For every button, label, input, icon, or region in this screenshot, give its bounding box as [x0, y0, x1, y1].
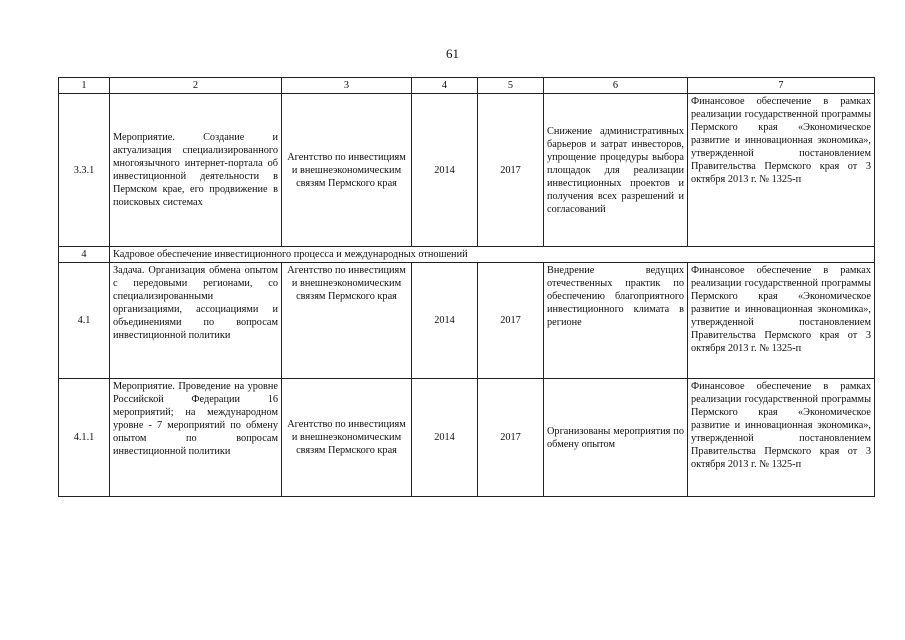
funding-cell: Финансовое обеспечение в рамках реализации государственной программы Пермского края «Экономическое развитие и инновационная экономика», утвержденной постановлением Правительства Пермского края от 3 октября 2013 г. № 1325-п [688, 379, 875, 497]
header-cell-1: 1 [59, 78, 110, 94]
result-cell: Снижение административных барьеров и затрат инвесторов, упрощение процедуры выбора площадок для реализации инвестиционных проектов и получения всех разрешений и согласований [544, 94, 688, 247]
funding-cell: Финансовое обеспечение в рамках реализации государственной программы Пермского края «Экономическое развитие и инновационная экономика», утвержденной постановлением Правительства Пермского края от 3 октября 2013 г. № 1325-п [688, 263, 875, 379]
start-year-cell: 2014 [412, 263, 478, 379]
section-number: 4 [59, 247, 110, 263]
result-cell: Внедрение ведущих отечественных практик по обеспечению благоприятного инвестиционного климата в регионе [544, 263, 688, 379]
event-cell: Задача. Организация обмена опытом с передовыми регионами, со специализированными организациями, ассоциациями и объединениями по вопросам инвестиционной политики [110, 263, 282, 379]
row-number: 4.1 [59, 263, 110, 379]
start-year-cell: 2014 [412, 379, 478, 497]
executor-cell: Агентство по инвестициям и внешнеэкономическим связям Пермского края [282, 263, 412, 379]
end-year-cell: 2017 [478, 263, 544, 379]
end-year-cell: 2017 [478, 94, 544, 247]
table-row [59, 263, 875, 379]
table-header-row [59, 78, 875, 94]
executor-cell: Агентство по инвестициям и внешнеэкономическим связям Пермского края [282, 379, 412, 497]
page-number: 61 [446, 46, 459, 61]
result-cell: Организованы мероприятия по обмену опытом [544, 379, 688, 497]
executor-cell: Агентство по инвестициям и внешнеэкономическим связям Пермского края [282, 94, 412, 247]
end-year-cell: 2017 [478, 379, 544, 497]
event-cell: Мероприятие. Проведение на уровне Российской Федерации 16 мероприятий; на международном уровне - 7 мероприятий по обмену опытом по вопросам инвестиционной политики [110, 379, 282, 497]
header-cell-5: 5 [478, 78, 544, 94]
row-number: 3.3.1 [59, 94, 110, 247]
header-cell-2: 2 [110, 78, 282, 94]
row-number: 4.1.1 [59, 379, 110, 497]
funding-cell: Финансовое обеспечение в рамках реализации государственной программы Пермского края «Экономическое развитие и инновационная экономика», утвержденной постановлением Правительства Пермского края от 3 октября 2013 г. № 1325-п [688, 94, 875, 247]
table-row [59, 379, 875, 497]
event-cell: Мероприятие. Создание и актуализация специализированного многоязычного интернет-портала об инвестиционной деятельности в Пермском крае, его продвижение в поисковых системах [110, 94, 282, 247]
header-cell-7: 7 [688, 78, 875, 94]
section-title: Кадровое обеспечение инвестиционного процесса и международных отношений [110, 247, 875, 263]
header-cell-4: 4 [412, 78, 478, 94]
start-year-cell: 2014 [412, 94, 478, 247]
header-cell-6: 6 [544, 78, 688, 94]
header-cell-3: 3 [282, 78, 412, 94]
plan-table [58, 77, 875, 497]
table-row [59, 94, 875, 247]
section-row [59, 247, 875, 263]
